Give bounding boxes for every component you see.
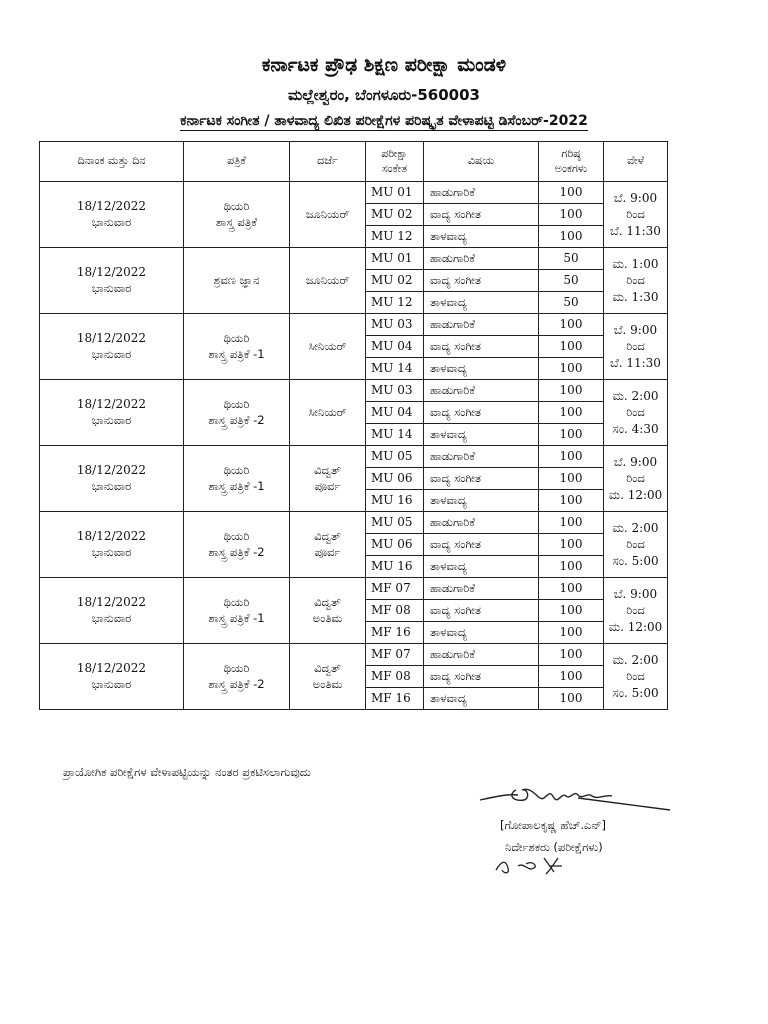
start-time: ಮ. 2:00 [612,653,659,668]
exam-code: MU 03 [366,380,424,402]
paper-cell [184,380,290,446]
subject: ತಾಳವಾದ್ಯ [424,358,539,380]
paper-line1: ಥಿಯರಿ [223,660,250,675]
grade-line1: ಜೂನಿಯರ್ [305,206,350,221]
max-marks: 50 [539,292,604,314]
table-row [40,644,668,666]
max-marks: 100 [539,490,604,512]
subject: ಹಾಡುಗಾರಿಕೆ [424,446,539,468]
grade-cell [290,248,366,314]
paper-line1: ಶ್ರವಣ ಜ್ಞಾನ [213,272,260,287]
subject: ವಾದ್ಯ ಸಂಗೀತ [424,270,539,292]
exam-code: MU 12 [366,226,424,248]
subject: ತಾಳವಾದ್ಯ [424,424,539,446]
grade-line2: ಅಂತಿಮ [312,676,343,691]
max-marks: 100 [539,314,604,336]
exam-code: MF 07 [366,578,424,600]
grade-cell [290,182,366,248]
subject: ಹಾಡುಗಾರಿಕೆ [424,578,539,600]
exam-code: MF 07 [366,644,424,666]
max-marks: 100 [539,358,604,380]
paper-cell [184,644,290,710]
paper-line1: ಥಿಯರಿ [223,330,250,345]
subject: ವಾದ್ಯ ಸಂಗೀತ [424,534,539,556]
subject: ಹಾಡುಗಾರಿಕೆ [424,314,539,336]
exam-code: MU 03 [366,314,424,336]
table-row [40,446,668,468]
max-marks: 100 [539,578,604,600]
exam-code: MU 01 [366,248,424,270]
grade-line2: ಪೂರ್ವ [314,478,341,493]
time-connector: ರಿಂದ [626,339,645,354]
time-connector: ರಿಂದ [626,273,645,288]
subject: ವಾದ್ಯ ಸಂಗೀತ [424,204,539,226]
grade-line1: ಜೂನಿಯರ್ [305,272,350,287]
subject: ಹಾಡುಗಾರಿಕೆ [424,380,539,402]
max-marks: 50 [539,270,604,292]
time-cell [604,182,668,248]
practical-exam-note: ಪ್ರಾಯೋಗಿಕ ಪರೀಕ್ಷೆಗಳ ವೇಳಾಪಟ್ಟಿಯನ್ನು ನಂತರ ಪ್ರಕಟಿಸಲಾಗುವುದು [63,765,311,779]
exam-date: 18/12/2022 [76,529,147,544]
exam-day: ಭಾನುವಾರ [91,545,132,560]
max-marks: 100 [539,182,604,204]
subject: ಹಾಡುಗಾರಿಕೆ [424,182,539,204]
exam-date: 18/12/2022 [76,331,147,346]
exam-date: 18/12/2022 [76,397,147,412]
end-time: ಮ. 12:00 [608,619,663,634]
signatory-designation: ನಿರ್ದೇಶಕರು (ಪರೀಕ್ಷೆಗಳು) [505,840,603,854]
date-cell [40,248,184,314]
exam-date: 18/12/2022 [76,463,147,478]
subject: ವಾದ್ಯ ಸಂಗೀತ [424,402,539,424]
max-marks: 100 [539,512,604,534]
paper-cell [184,182,290,248]
time-connector: ರಿಂದ [626,603,645,618]
board-name: ಕರ್ನಾಟಕ ಪ್ರೌಢ ಶಿಕ್ಷಣ ಪರೀಕ್ಷಾ ಮಂಡಳಿ [261,54,507,76]
time-cell [604,512,668,578]
max-marks: 100 [539,380,604,402]
end-time: ಮ. 12:00 [608,487,663,502]
col-header-subject: ವಿಷಯ [424,142,539,182]
col-header-code-line2: ಸಂಕೇತ [381,161,408,175]
max-marks: 100 [539,644,604,666]
time-cell [604,248,668,314]
start-time: ಮ. 2:00 [612,521,659,536]
exam-code: MU 14 [366,358,424,380]
grade-cell [290,644,366,710]
exam-date: 18/12/2022 [76,199,147,214]
document-title-text: ಕರ್ನಾಟಕ ಸಂಗೀತ / ತಾಳವಾದ್ಯ ಲಿಖಿತ ಪರೀಕ್ಷೆಗಳ ಪರಿಷ್ಕೃತ ವೇಳಾಪಟ್ಟಿ ಡಿಸೆಂಬರ್-2022 [180,113,588,129]
subject: ಹಾಡುಗಾರಿಕೆ [424,512,539,534]
time-cell [604,380,668,446]
table-row [40,314,668,336]
timetable-body [40,182,668,710]
table-header-row [40,142,668,182]
start-time: ಮ. 2:00 [612,389,659,404]
grade-cell [290,314,366,380]
exam-code: MU 05 [366,446,424,468]
paper-line2: ಶಾಸ್ತ್ರ ಪತ್ರಿಕೆ -2 [208,676,265,691]
exam-code: MU 01 [366,182,424,204]
table-row [40,578,668,600]
end-time: ಬೆ. 11:30 [610,355,661,370]
max-marks: 100 [539,600,604,622]
time-connector: ರಿಂದ [626,669,645,684]
start-time: ಬೆ. 9:00 [613,455,658,470]
exam-day: ಭಾನುವಾರ [91,413,132,428]
paper-line1: ಥಿಯರಿ [223,528,250,543]
max-marks: 100 [539,534,604,556]
date-cell [40,512,184,578]
subject: ವಾದ್ಯ ಸಂಗೀತ [424,600,539,622]
paper-line1: ಥಿಯರಿ [223,462,250,477]
end-time: ಸಂ. 5:00 [612,553,659,568]
exam-code: MU 16 [366,556,424,578]
exam-code: MF 08 [366,666,424,688]
director-signature [478,780,678,818]
grade-line1: ವಿದ್ವತ್ [314,660,341,675]
end-time: ಸಂ. 4:30 [612,421,659,436]
time-cell [604,644,668,710]
paper-line1: ಥಿಯರಿ [223,396,250,411]
date-cell [40,182,184,248]
paper-cell [184,248,290,314]
exam-day: ಭಾನುವಾರ [91,611,132,626]
paper-line2: ಶಾಸ್ತ್ರ ಪತ್ರಿಕೆ -1 [208,346,265,361]
exam-day: ಭಾನುವಾರ [91,479,132,494]
grade-line1: ವಿದ್ವತ್ [314,462,341,477]
paper-line1: ಥಿಯರಿ [223,594,250,609]
paper-cell [184,314,290,380]
paper-line1: ಥಿಯರಿ [223,198,250,213]
exam-code: MF 16 [366,622,424,644]
max-marks: 100 [539,688,604,710]
exam-code: MU 12 [366,292,424,314]
exam-code: MU 16 [366,490,424,512]
end-time: ಮ. 1:30 [612,289,659,304]
time-connector: ರಿಂದ [626,207,645,222]
max-marks: 50 [539,248,604,270]
subject: ತಾಳವಾದ್ಯ [424,226,539,248]
exam-code: MF 08 [366,600,424,622]
col-header-time: ವೇಳೆ [604,142,668,182]
exam-code: MU 05 [366,512,424,534]
exam-day: ಭಾನುವಾರ [91,677,132,692]
table-row [40,248,668,270]
subject: ತಾಳವಾದ್ಯ [424,292,539,314]
end-time: ಸಂ. 5:00 [612,685,659,700]
document-title [0,113,768,129]
grade-line1: ಸೀನಿಯರ್ [308,404,347,419]
paper-line2: ಶಾಸ್ತ್ರ ಪತ್ರಿಕೆ -1 [208,478,265,493]
paper-cell [184,446,290,512]
grade-cell [290,512,366,578]
subject: ವಾದ್ಯ ಸಂಗೀತ [424,336,539,358]
exam-code: MU 06 [366,468,424,490]
grade-line1: ಸೀನಿಯರ್ [308,338,347,353]
date-cell [40,380,184,446]
exam-day: ಭಾನುವಾರ [91,215,132,230]
max-marks: 100 [539,336,604,358]
start-time: ಬೆ. 9:00 [613,191,658,206]
exam-day: ಭಾನುವಾರ [91,281,132,296]
date-cell [40,314,184,380]
date-cell [40,446,184,512]
exam-day: ಭಾನುವಾರ [91,347,132,362]
grade-cell [290,578,366,644]
table-row [40,380,668,402]
time-connector: ರಿಂದ [626,405,645,420]
subject: ತಾಳವಾದ್ಯ [424,490,539,512]
max-marks: 100 [539,402,604,424]
time-cell [604,446,668,512]
max-marks: 100 [539,424,604,446]
time-cell [604,314,668,380]
grade-line2: ಅಂತಿಮ [312,610,343,625]
exam-code: MU 14 [366,424,424,446]
table-row [40,182,668,204]
col-header-marks-line2: ಅಂಕಗಳು [554,161,588,175]
subject: ವಾದ್ಯ ಸಂಗೀತ [424,666,539,688]
end-time: ಬೆ. 11:30 [610,223,661,238]
table-row [40,512,668,534]
max-marks: 100 [539,226,604,248]
date-cell [40,644,184,710]
start-time: ಬೆ. 9:00 [613,323,658,338]
col-header-code-line1: ಪರೀಕ್ಷಾ [381,146,408,160]
initials-mark [492,852,582,878]
exam-code: MU 02 [366,204,424,226]
grade-cell [290,380,366,446]
board-address: ಮಲ್ಲೇಶ್ವರಂ, ಬೆಂಗಳೂರು-560003 [288,86,480,104]
exam-code: MU 04 [366,336,424,358]
max-marks: 100 [539,468,604,490]
paper-line2: ಶಾಸ್ತ್ರ ಪತ್ರಿಕೆ -2 [208,412,265,427]
subject: ತಾಳವಾದ್ಯ [424,556,539,578]
max-marks: 100 [539,556,604,578]
grade-line2: ಪೂರ್ವ [314,544,341,559]
max-marks: 100 [539,446,604,468]
subject: ಹಾಡುಗಾರಿಕೆ [424,644,539,666]
time-connector: ರಿಂದ [626,537,645,552]
paper-line2: ಶಾಸ್ತ್ರ ಪತ್ರಿಕೆ -2 [208,544,265,559]
exam-code: MU 04 [366,402,424,424]
exam-date: 18/12/2022 [76,661,147,676]
paper-line2: ಶಾಸ್ತ್ರ ಪತ್ರಿಕೆ -1 [208,610,265,625]
grade-line1: ವಿದ್ವತ್ [314,528,341,543]
paper-cell [184,512,290,578]
subject: ತಾಳವಾದ್ಯ [424,622,539,644]
exam-date: 18/12/2022 [76,595,147,610]
date-cell [40,578,184,644]
subject: ತಾಳವಾದ್ಯ [424,688,539,710]
start-time: ಬೆ. 9:00 [613,587,658,602]
paper-line2: ಶಾಸ್ತ್ರ ಪತ್ರಿಕೆ [215,214,258,229]
exam-code: MU 06 [366,534,424,556]
max-marks: 100 [539,622,604,644]
exam-code: MF 16 [366,688,424,710]
exam-code: MU 02 [366,270,424,292]
col-header-code [366,142,424,182]
col-header-grade: ದರ್ಜೆ [290,142,366,182]
start-time: ಮ. 1:00 [612,257,659,272]
subject: ವಾದ್ಯ ಸಂಗೀತ [424,468,539,490]
time-connector: ರಿಂದ [626,471,645,486]
time-cell [604,578,668,644]
col-header-marks [539,142,604,182]
max-marks: 100 [539,666,604,688]
subject: ಹಾಡುಗಾರಿಕೆ [424,248,539,270]
signatory-name: [ಗೋಪಾಲಕೃಷ್ಣ ಹೆಚ್.ಎನ್] [500,818,606,832]
max-marks: 100 [539,204,604,226]
col-header-marks-line1: ಗರಿಷ್ಠ [561,146,581,160]
exam-date: 18/12/2022 [76,265,147,280]
col-header-paper: ಪತ್ರಿಕೆ [184,142,290,182]
grade-line1: ವಿದ್ವತ್ [314,594,341,609]
paper-cell [184,578,290,644]
col-header-date: ದಿನಾಂಕ ಮತ್ತು ದಿನ [40,142,184,182]
grade-cell [290,446,366,512]
exam-timetable [39,141,668,710]
